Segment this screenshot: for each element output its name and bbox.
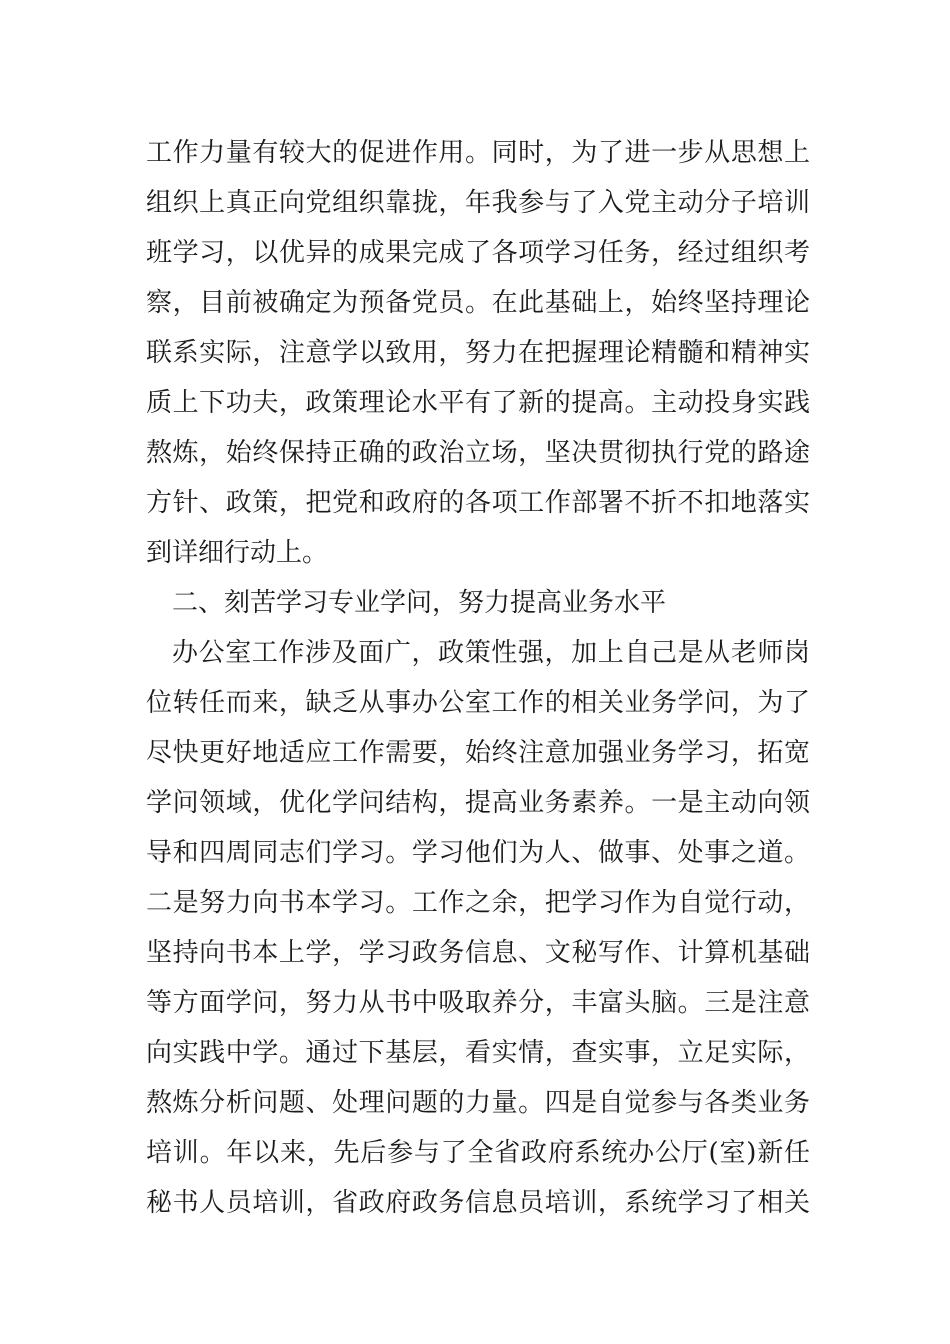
text-line: 方针、政策，把党和政府的各项工作部署不折不扣地落实	[146, 488, 810, 518]
text-line: 察，目前被确定为预备党员。在此基础上，始终坚持理论	[146, 288, 810, 318]
text-line: 到详细行动上。	[146, 538, 329, 568]
text-line: 等方面学问，努力从书中吸取养分，丰富头脑。三是注意	[146, 988, 810, 1018]
text-line: 秘书人员培训，省政府政务信息员培训，系统学习了相关	[146, 1188, 810, 1218]
paragraph-party-study	[146, 128, 810, 578]
text-line: 工作力量有较大的促进作用。同时，为了进一步从思想上	[146, 138, 810, 168]
text-line: 组织上真正向党组织靠拢，年我参与了入党主动分子培训	[146, 188, 810, 218]
text-line: 向实践中学。通过下基层，看实情，查实事，立足实际，	[146, 1038, 810, 1068]
text-line: 导和四周同志们学习。学习他们为人、做事、处事之道。	[146, 838, 810, 868]
text-line: 办公室工作涉及面广，政策性强，加上自己是从老师岗	[172, 638, 810, 668]
paragraph-professional-study	[146, 628, 810, 1228]
text-line: 质上下功夫，政策理论水平有了新的提高。主动投身实践	[146, 388, 810, 418]
text-line: 位转任而来，缺乏从事办公室工作的相关业务学问，为了	[146, 688, 810, 718]
text-line: 学问领域，优化学问结构，提高业务素养。一是主动向领	[146, 788, 810, 818]
text-line: 联系实际，注意学以致用，努力在把握理论精髓和精神实	[146, 338, 810, 368]
document-body	[146, 128, 810, 1228]
text-line: 熬炼分析问题、处理问题的力量。四是自觉参与各类业务	[146, 1088, 810, 1118]
text-line: 培训。年以来，先后参与了全省政府系统办公厅(室)新任	[146, 1138, 810, 1168]
text-line: 熬炼，始终保持正确的政治立场，坚决贯彻执行党的路途	[146, 438, 810, 468]
text-line: 坚持向书本上学，学习政务信息、文秘写作、计算机基础	[146, 938, 810, 968]
text-line: 尽快更好地适应工作需要，始终注意加强业务学习，拓宽	[146, 738, 810, 768]
section-heading: 二、刻苦学习专业学问，努力提高业务水平	[172, 588, 667, 618]
text-line: 班学习，以优异的成果完成了各项学习任务，经过组织考	[146, 238, 810, 268]
text-line: 二是努力向书本学习。工作之余，把学习作为自觉行动，	[146, 888, 810, 918]
